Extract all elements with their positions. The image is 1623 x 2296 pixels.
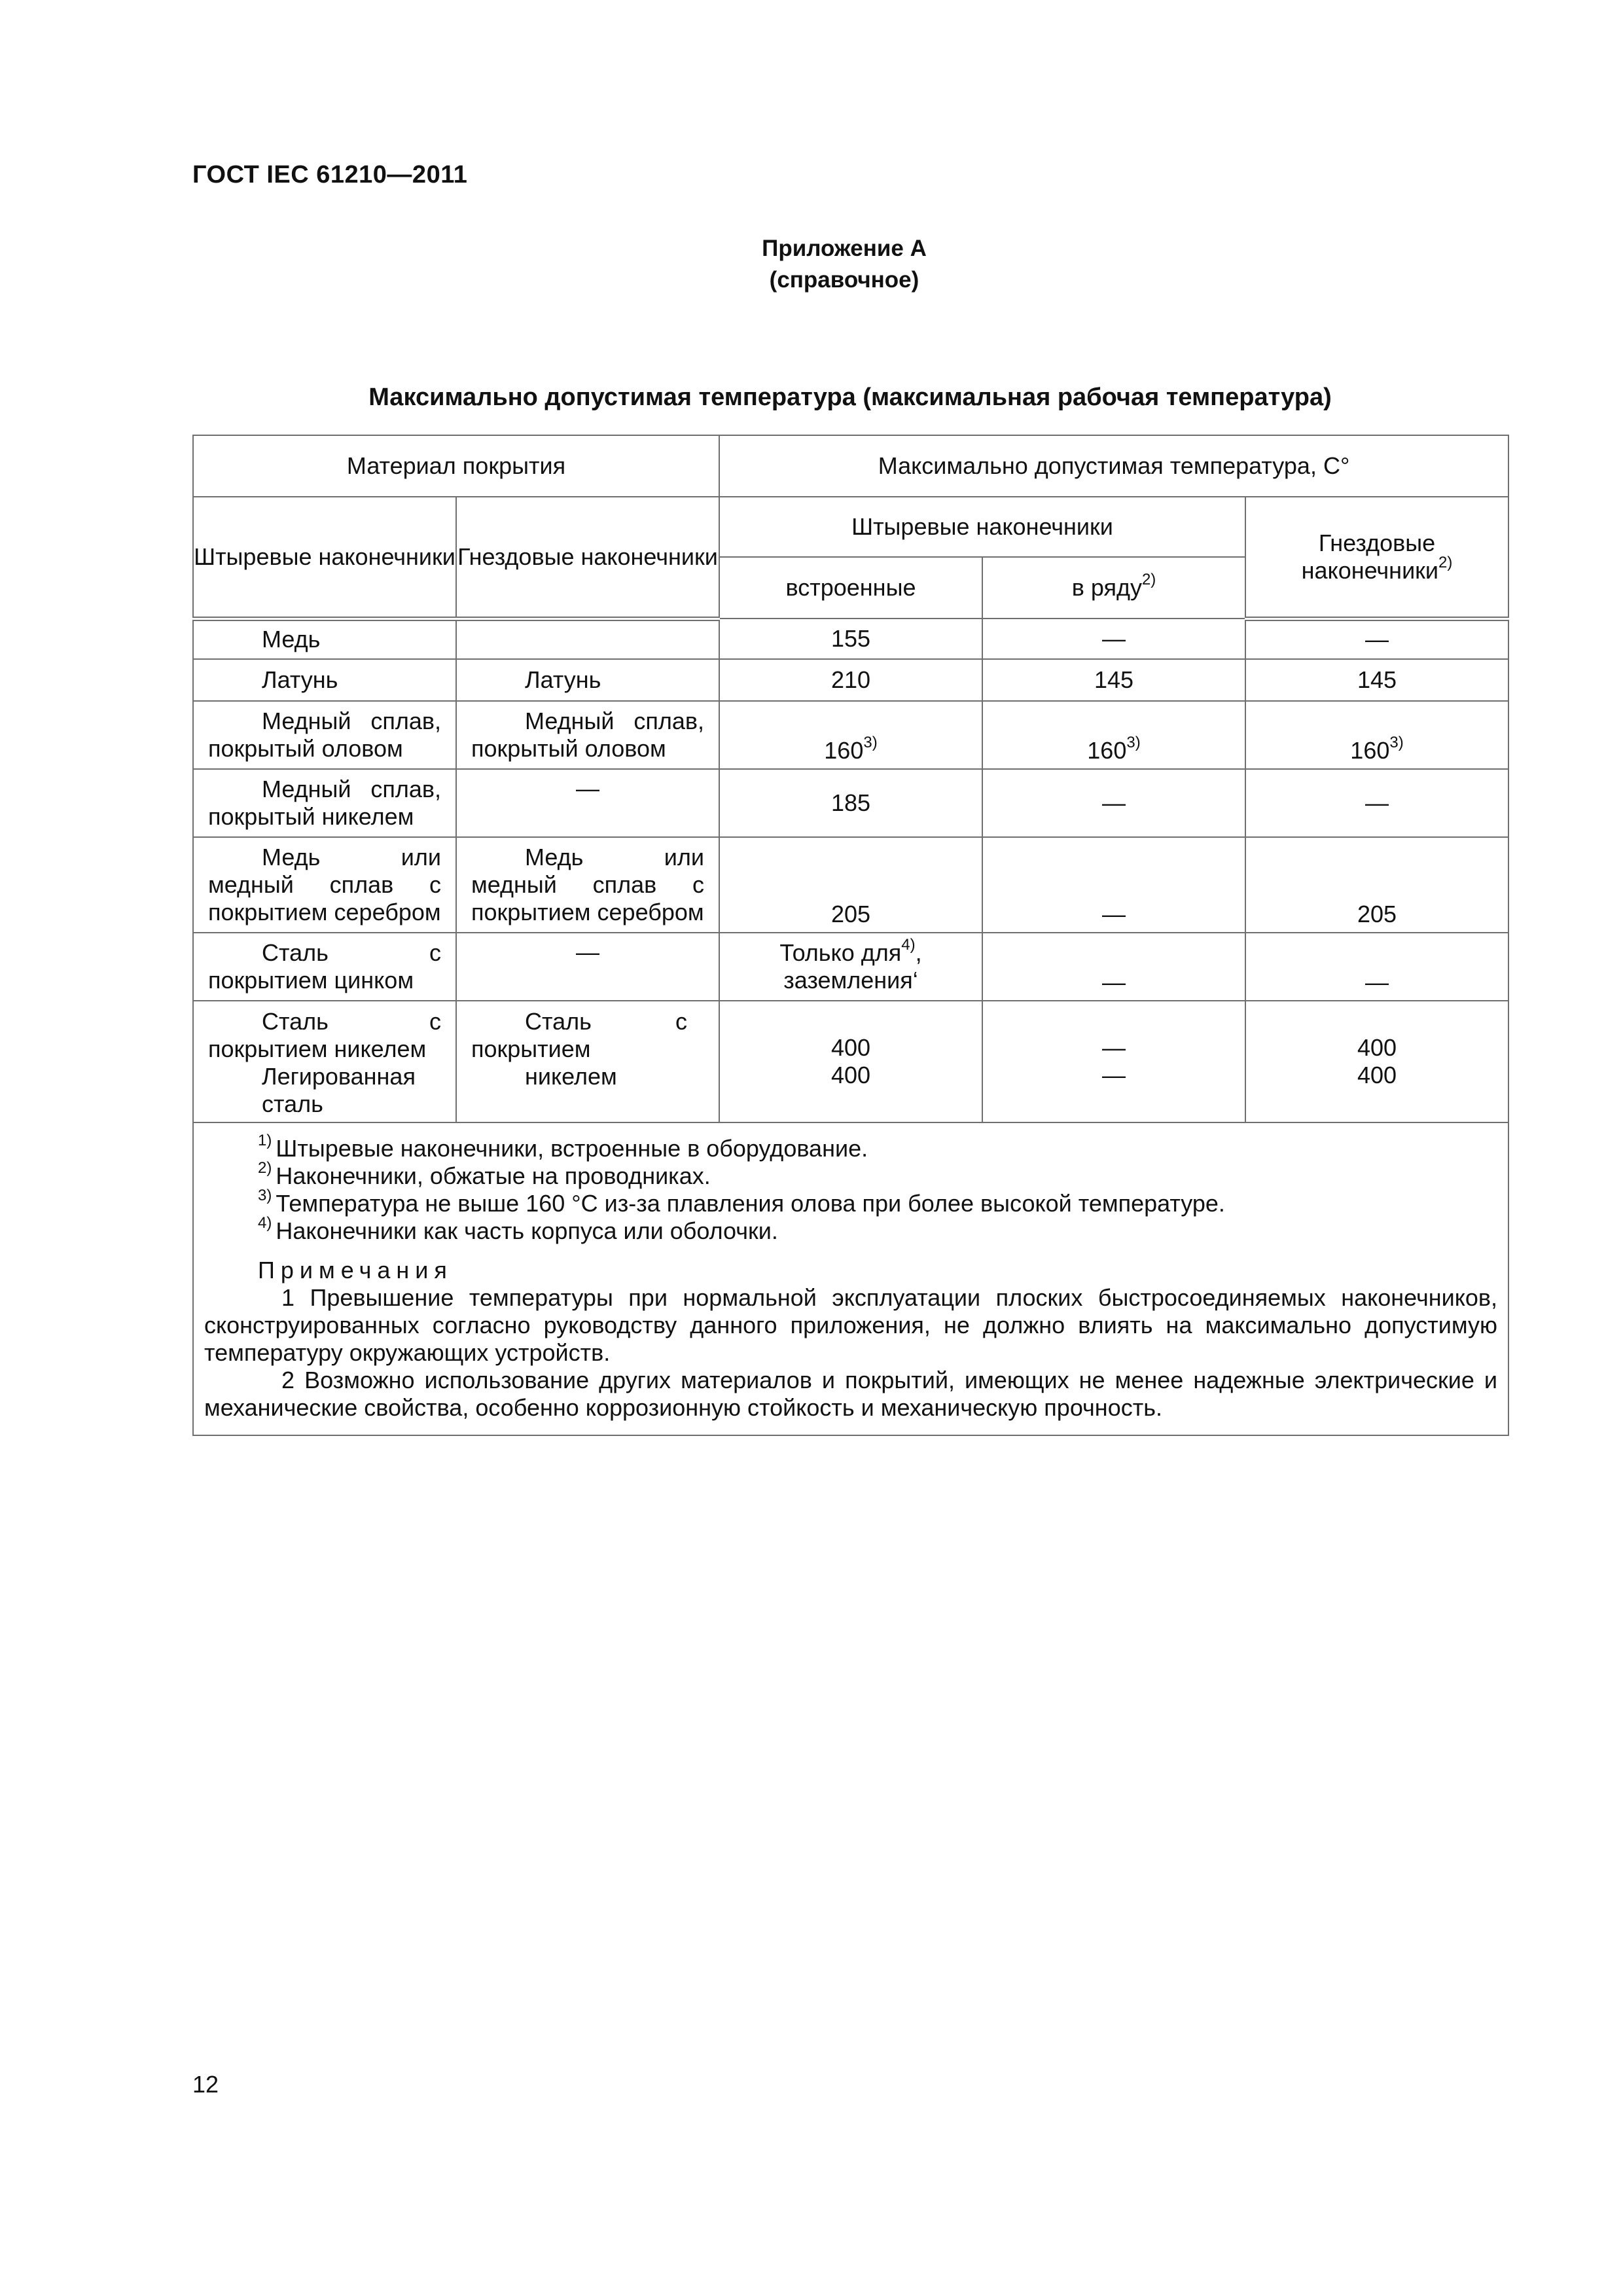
header-in-row-text: в ряду <box>1071 574 1142 601</box>
pin-material-cell: Медь <box>193 619 456 659</box>
document-code: ГОСТ IEC 61210—2011 <box>192 161 468 188</box>
footnote-ref: 3) <box>1389 734 1404 751</box>
header-max-temp: Максимально допустимая температура, С° <box>719 435 1508 497</box>
table-row <box>193 619 1508 659</box>
socket-temp-value: 160 <box>1350 737 1390 764</box>
socket-material-cell: — <box>456 933 719 1001</box>
header-socket-col-sup: 2) <box>1438 553 1453 571</box>
page-number: 12 <box>192 2071 219 2098</box>
appendix-heading <box>0 233 1623 296</box>
header-in-row-sup: 2) <box>1141 571 1156 588</box>
builtin-temp-cell: 210 <box>719 659 982 701</box>
notes-cell <box>193 1122 1508 1435</box>
footnote-mark: 4) <box>258 1214 272 1232</box>
footnote-text: Штыревые наконечники, встроенные в оборудование. <box>276 1135 868 1162</box>
header-socket-terminals: Гнездовые наконечники <box>456 497 719 619</box>
note-item-2: 2 Возможно использование других материалов и покрытий, имеющих не менее надежные электрические и механические свойства, особенно коррозионную стойкость и механическую прочность. <box>204 1367 1498 1421</box>
footnote-ref: 4) <box>901 936 916 954</box>
socket-temp-cell: 205 <box>1245 837 1508 933</box>
footnote-text: Температура не выше 160 °С из-за плавления олова при более высокой температуре. <box>276 1190 1225 1217</box>
header-socket-col-text: Гнездовые наконечники <box>1301 529 1439 584</box>
footnote <box>204 1159 1497 1190</box>
in-row-temp-cell <box>982 1001 1245 1122</box>
builtin-note-text: Только для <box>779 939 902 966</box>
pin-material-cell: Сталь с покрытием цинком <box>193 933 456 1001</box>
pin-material-a: Сталь с покрытием никелем <box>208 1008 441 1062</box>
socket-material-cell: — <box>456 769 719 837</box>
header-material: Материал покрытия <box>193 435 719 497</box>
pin-material-cell: Медный сплав, покрытый никелем <box>193 769 456 837</box>
header-socket-col <box>1245 497 1508 619</box>
pin-material-cell <box>193 1001 456 1122</box>
header-row-1 <box>193 435 1508 497</box>
socket-material-cell <box>456 1001 719 1122</box>
notes-heading: Примечания <box>258 1257 453 1283</box>
footnote-text: Наконечники как часть корпуса или оболочки. <box>276 1217 778 1244</box>
header-builtin: встроенные <box>719 557 982 619</box>
header-row-2 <box>193 497 1508 557</box>
header-pin-terminals-group: Штыревые наконечники <box>719 497 1245 557</box>
footnote <box>204 1187 1497 1217</box>
builtin-temp-b: 400 <box>830 1062 871 1088</box>
table-row <box>193 837 1508 933</box>
socket-temp-b: 400 <box>1357 1062 1397 1088</box>
socket-temp-cell: 145 <box>1245 659 1508 701</box>
builtin-note-line-2: заземления‘ <box>783 967 918 994</box>
table-row <box>193 1001 1508 1122</box>
header-pin-terminals: Штыревые наконечники <box>193 497 456 619</box>
table-row <box>193 659 1508 701</box>
appendix-type: (справочное) <box>769 267 919 293</box>
socket-material-a: Сталь с покрытием <box>471 1008 687 1062</box>
header-in-row <box>982 557 1245 619</box>
socket-material-cell: Медь или медный сплав с покрытием серебром <box>456 837 719 933</box>
builtin-note-line-1 <box>720 936 982 967</box>
notes-row <box>193 1122 1508 1435</box>
socket-temp-a: 400 <box>1357 1034 1397 1061</box>
socket-material-cell: Медный сплав, покрытый оловом <box>456 701 719 769</box>
socket-temp-cell: — <box>1245 933 1508 1001</box>
pin-material-cell: Медь или медный сплав с покрытием серебром <box>193 837 456 933</box>
footnote-ref: 3) <box>863 734 878 751</box>
builtin-note-tail: , <box>915 939 922 966</box>
socket-temp-cell <box>1245 701 1508 769</box>
builtin-temp-cell: 155 <box>719 619 982 659</box>
in-row-temp-cell: 145 <box>982 659 1245 701</box>
builtin-temp-value: 160 <box>824 737 864 764</box>
footnote <box>204 1214 1497 1245</box>
builtin-temp-cell: 205 <box>719 837 982 933</box>
temperature-table <box>192 435 1509 1436</box>
socket-temp-cell <box>1245 1001 1508 1122</box>
socket-temp-cell: — <box>1245 619 1508 659</box>
in-row-temp-cell: — <box>982 933 1245 1001</box>
in-row-temp-cell: — <box>982 619 1245 659</box>
in-row-temp-a: — <box>1102 1034 1126 1061</box>
in-row-temp-cell: — <box>982 769 1245 837</box>
table-row <box>193 933 1508 1001</box>
footnote-mark: 1) <box>258 1132 272 1149</box>
in-row-temp-cell <box>982 701 1245 769</box>
footnote-ref: 3) <box>1126 734 1141 751</box>
footnote-mark: 3) <box>258 1187 272 1204</box>
socket-material-cell: Латунь <box>456 659 719 701</box>
table-title: Максимально допустимая температура (максимальная рабочая температура) <box>368 384 1332 411</box>
table-row <box>193 701 1508 769</box>
pin-material-cell: Медный сплав, покрытый оловом <box>193 701 456 769</box>
footnote-mark: 2) <box>258 1159 272 1177</box>
note-item-1: 1 Превышение температуры при нормальной эксплуатации плоских быстросоединяемых наконечников, сконструированных согласно руководству данного приложения, не должно влиять на максимально допустимую температуру окружающих устройств. <box>204 1284 1498 1366</box>
footnote-text: Наконечники, обжатые на проводниках. <box>276 1162 711 1189</box>
footnote <box>204 1132 1497 1162</box>
table-row <box>193 769 1508 837</box>
socket-material-cell <box>456 619 719 659</box>
builtin-temp-cell: 185 <box>719 769 982 837</box>
in-row-temp-value: 160 <box>1087 737 1127 764</box>
pin-material-cell: Латунь <box>193 659 456 701</box>
appendix-title: Приложение А <box>762 236 927 261</box>
in-row-temp-b: — <box>1102 1062 1126 1088</box>
builtin-temp-cell <box>719 933 982 1001</box>
in-row-temp-cell: — <box>982 837 1245 933</box>
pin-material-b: Легированная сталь <box>262 1063 416 1117</box>
socket-material-b: никелем <box>525 1063 617 1090</box>
socket-temp-cell: — <box>1245 769 1508 837</box>
builtin-temp-cell <box>719 1001 982 1122</box>
builtin-temp-a: 400 <box>830 1034 871 1061</box>
builtin-temp-cell <box>719 701 982 769</box>
